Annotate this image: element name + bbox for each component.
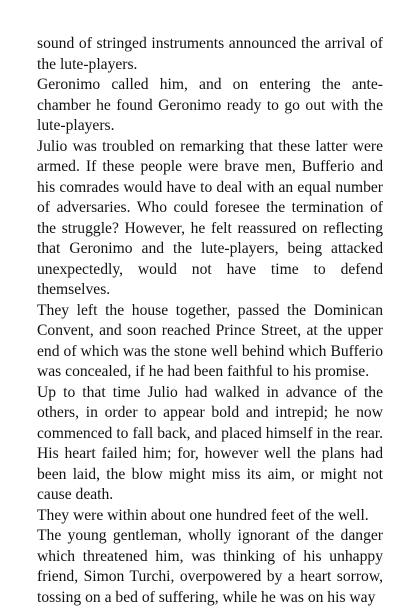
paragraph: sound of stringed instruments announced the arrival of the lute-players. (37, 35, 383, 73)
paragraph: The young gentleman, wholly ignorant of the danger which threatened him, was thinking of his unhappy friend, Simon Turchi, overpowered by a heart sorrow, tossing on a bed of suffering, while he was on his way (37, 527, 383, 606)
paragraph: They were within about one hundred feet of the well. (37, 506, 369, 524)
paragraph: Geronimo called him, and on entering the ante-chamber he found Geronimo ready to go out with the lute-players. (37, 76, 383, 134)
paragraph: Up to that time Julio had walked in advance of the others, in order to appear bold and intrepid; he now commenced to fall back, and placed himself in the rear. His heart failed him; for, however well the plans had been laid, the blow might miss its aim, or might not cause death. (37, 383, 383, 503)
paragraph: They left the house together, passed the Dominican Convent, and soon reached Prince Street, at the upper end of which was the stone well behind which Bufferio was concealed, if he had been faithful to his promise. (37, 301, 383, 380)
page-text (37, 34, 383, 608)
paragraph: Julio was troubled on remarking that these latter were armed. If these people were brave men, Bufferio and his comrades would have to deal with an equal number of adversaries. Who could foresee the termination of the struggle? However, he felt reassured on reflecting that Geronimo and the lute-players, being attacked unexpectedly, would not have time to defend themselves. (37, 137, 383, 298)
